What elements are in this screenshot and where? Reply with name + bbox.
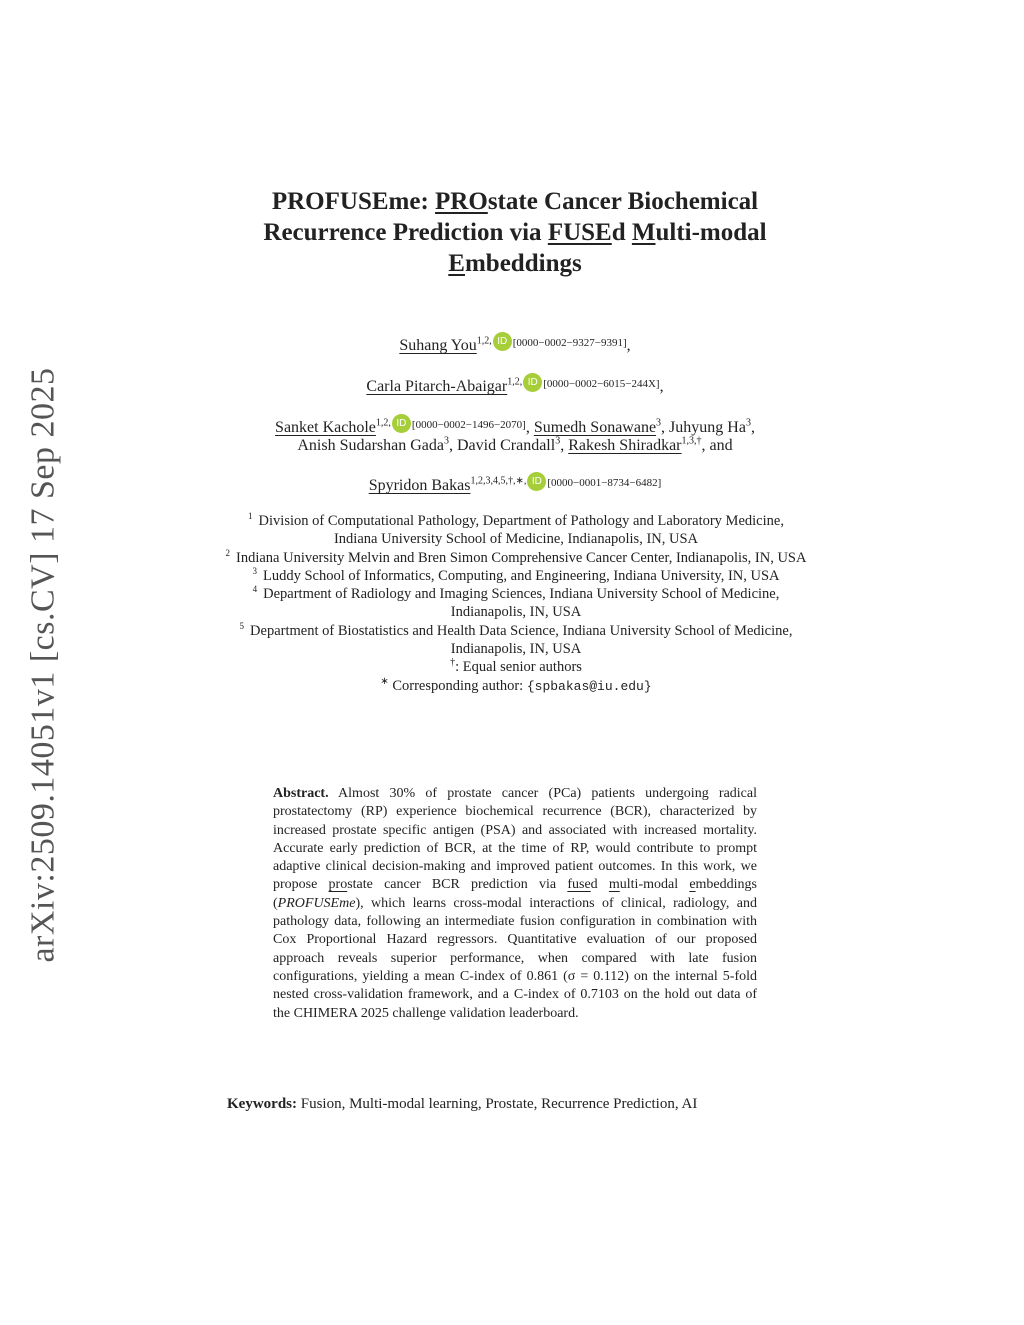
title-line-3: Embeddings [448,250,582,277]
orcid-icon[interactable]: ID [392,414,411,433]
arxiv-identifier: arXiv:2509.14051v1 [cs.CV] 17 Sep 2025 [25,367,62,963]
affiliation-1: $^1$ Division of Computational Pathology, Department of Pathology and Laboratory Medicine, Indiana University School of Medicine, Indianapolis, IN, USA [248,511,784,548]
affiliation-4: $^4$ Department of Radiology and Imaging Sciences, Indiana University School of Medicine, Indianapolis, IN, USA [252,584,780,621]
abstract-label: Abstract. [273,786,329,801]
author-name: Anish Sudarshan Gada [297,437,444,454]
keywords: Keywords: Fusion, Multi-modal learning, Prostate, Recurrence Prediction, AI [227,1096,698,1112]
orcid-icon[interactable]: ID [493,332,512,351]
title-line-1: PROFUSEme: PROstate Cancer Biochemical [271,188,759,215]
equal-contribution-note: †: Equal senior authors [450,657,582,676]
affiliation-3: $^3$ Luddy School of Informatics, Computing, and Engineering, Indiana University, IN, USA [252,566,780,584]
author-line-4: Anish Sudarshan Gada$^3$, David Crandall$^3$, Rakesh Shiradkar$^{1,3,\dagger}$, and [297,435,733,454]
author-name: Rakesh Shiradkar [568,437,682,454]
author-line-2: Carla Pitarch-Abaigar$^{1,2,}$ ID [0000−0002−6015−244X], [200,373,830,397]
keywords-label: Keywords: [227,1096,297,1112]
author-name: Suhang You [399,337,477,354]
corresponding-author-note: ∗ Corresponding author: {spbakas@iu.edu} [380,675,652,694]
author-name: Spyridon Bakas [368,477,471,494]
author-line-1: Suhang You$^{1,2,}$ ID [0000−0002−9327−9391], [200,332,830,356]
abstract: Abstract. Almost 30% of prostate cancer (PCa) patients undergoing radical prostatectomy (RP) experience biochemical recurrence (BCR), characterized by increased prostate specific antigen (PSA) and associated with increased mortality. Accurate early prediction of BCR, at the time of RP, would contribute to prompt adaptive clinical decision-making and improved patient outcomes. In this work, we propose prostate cancer BCR prediction via fused multi-modal embeddings (PROFUSEme), which learns cross-modal interactions of clinical, radiology, and pathology data, following an intermediate fusion configuration in combination with Cox Proportional Hazard regressors. Quantitative evaluation of our proposed approach reveals superior performance, when compared with late fusion configurations, yielding a mean C-index of 0.861 (σ = 0.112) on the internal 5-fold nested cross-validation framework, and a C-index of 0.7103 on the hold out data of the CHIMERA 2025 challenge validation leaderboard. [273,786,757,1021]
affiliation-5: $^5$ Department of Biostatistics and Health Data Science, Indiana University School of Medicine, Indianapolis, IN, USA [239,620,793,658]
email-address[interactable]: {spbakas@iu.edu} [526,678,652,694]
orcid-icon[interactable]: ID [527,472,546,491]
orcid-icon[interactable]: ID [523,373,542,392]
title-line-2: Recurrence Prediction via FUSEd Multi-modal [263,219,767,246]
affiliation-2: $^2$ Indiana University Melvin and Bren Simon Comprehensive Cancer Center, Indianapolis, IN, USA [225,547,807,566]
author-name: Carla Pitarch-Abaigar [366,378,508,395]
author-name: Sanket Kachole [275,419,376,436]
method-name: PROFUSEme [277,895,356,911]
author-name: Sumedh Sonawane [533,419,657,436]
author-line-5: Spyridon Bakas$^{1,2,3,4,5,\dagger,∗,}$ ID [0000−0001−8734−6482] [200,472,830,496]
paper-title [200,186,830,279]
arxiv-sidebar-stamp [20,367,68,963]
affiliations [225,512,807,696]
author-line-3: Sanket Kachole$^{1,2,}$ ID [0000−0002−1496−2070], Sumedh Sonawane$^3$, Juhyung Ha$^3$, [200,414,830,438]
